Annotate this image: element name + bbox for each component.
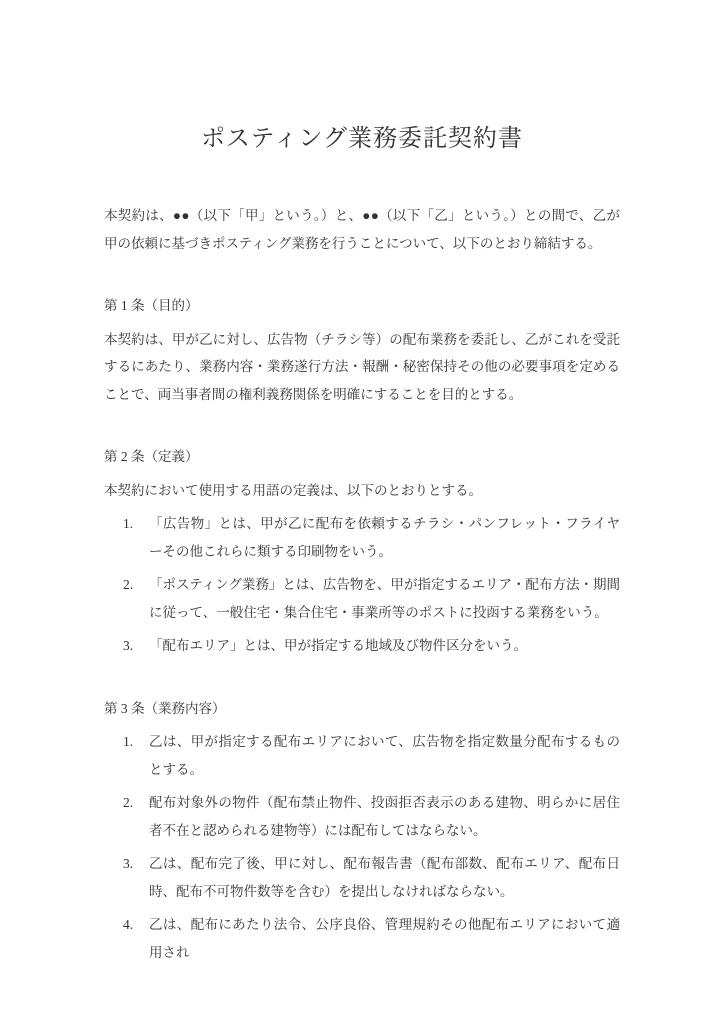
articles-container	[104, 292, 620, 966]
list-item-text: 乙は、甲が指定する配布エリアにおいて、広告物を指定数量分配布するものとする。	[149, 734, 620, 777]
list-item-text: 乙は、配布にあたり法令、公序良俗、管理規約その他配布エリアにおいて適用され	[149, 917, 620, 960]
list-item-text: 乙は、配布完了後、甲に対し、配布報告書（配布部数、配布エリア、配布日時、配布不可物件数等を含む）を提出しなければならない。	[149, 856, 620, 899]
article-section	[104, 443, 620, 660]
list-item-number: 1.	[123, 734, 134, 749]
article-heading: 第 2 条（定義）	[104, 449, 199, 464]
list-item-number: 3.	[123, 856, 134, 871]
list-item	[104, 911, 620, 966]
list-item	[104, 728, 620, 783]
preamble-paragraph: 本契約は、●●（以下「甲」という。）と、●●（以下「乙」という。）との間で、乙が甲の依頼に基づきポスティング業務を行うことについて、以下のとおり締結する。	[104, 208, 620, 251]
article-section	[104, 695, 620, 967]
list-item	[104, 571, 620, 626]
article-item-list	[104, 728, 620, 966]
list-item-text: 「広告物」とは、甲が乙に配布を依頼するチラシ・パンフレット・フライヤーその他これらに類する印刷物をいう。	[149, 516, 620, 559]
list-item	[104, 850, 620, 905]
article-body: 本契約において使用する用語の定義は、以下のとおりとする。	[104, 482, 482, 498]
list-item	[104, 789, 620, 844]
list-item-number: 2.	[123, 795, 134, 810]
list-item-number: 4.	[123, 917, 134, 932]
list-item-number: 1.	[123, 516, 134, 531]
article-section	[104, 292, 620, 408]
article-body: 本契約は、甲が乙に対し、広告物（チラシ等）の配布業務を委託し、乙がこれを受託するにあたり、業務内容・業務遂行方法・報酬・秘密保持その他の必要事項を定めることで、両当事者間の権利義務関係を明確にすることを目的とする。	[104, 331, 620, 402]
article-heading: 第 3 条（業務内容）	[104, 700, 226, 716]
list-item-number: 3.	[123, 638, 134, 653]
list-item-text: 配布対象外の物件（配布禁止物件、投函拒否表示のある建物、明らかに居住者不在と認められる建物等）には配布してはならない。	[149, 795, 620, 838]
list-item-text: 「配布エリア」とは、甲が指定する地域及び物件区分をいう。	[149, 638, 527, 653]
list-item-text: 「ポスティング業務」とは、広告物を、甲が指定するエリア・配布方法・期間に従って、一般住宅・集合住宅・事業所等のポストに投函する業務をいう。	[149, 577, 620, 620]
document-title: ポスティング業務委託契約書	[200, 126, 524, 152]
article-heading: 第 1 条（目的）	[104, 298, 199, 313]
list-item-number: 2.	[123, 577, 134, 592]
article-item-list	[104, 510, 620, 660]
list-item	[104, 510, 620, 565]
list-item	[104, 632, 620, 660]
